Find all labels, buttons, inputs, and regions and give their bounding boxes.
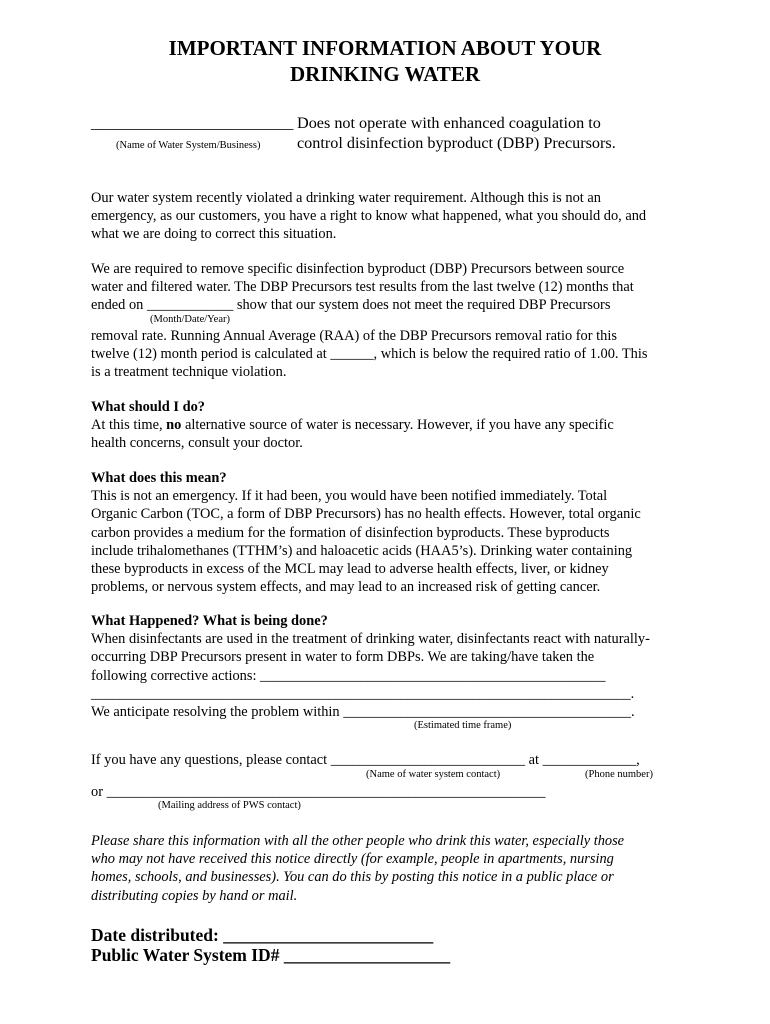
section-heading: What Happened? What is being done?: [91, 613, 328, 629]
section-heading: What does this mean?: [91, 470, 227, 486]
resolution-timeframe-field[interactable]: We anticipate resolving the problem within ________________________________________.: [91, 704, 635, 721]
page-title-line1: IMPORTANT INFORMATION ABOUT YOUR: [168, 36, 602, 60]
page-title-line2: DRINKING WATER: [289, 62, 480, 86]
intro-paragraph: Our water system recently violated a drinking water requirement. Although this is not an emergency, as our customers, you have a right to know what happened, what you should do, and what we are doing to correct this situation.: [91, 190, 647, 243]
what-to-do-section: What should I do? At this time, no alternative source of water is necessary. However, if you have any specific health concerns, consult your doctor.: [91, 398, 691, 453]
phone-caption: (Phone number): [585, 769, 653, 780]
water-system-name-caption: (Name of Water System/Business): [116, 140, 261, 151]
mailing-address-caption: (Mailing address of PWS contact): [158, 800, 301, 811]
corrective-actions-field[interactable]: following corrective actions: ________________________________________________: [91, 667, 606, 684]
statement-line1: Does not operate with enhanced coagulation to: [297, 114, 601, 132]
date-distributed-field[interactable]: Date distributed: ________________________: [91, 925, 434, 945]
corrective-actions-field-2[interactable]: ___________________________________________________________________________.: [91, 685, 635, 702]
meaning-section: What does this mean? This is not an emergency. If it had been, you would have been notified immediately. Total Organic Carbon (TOC, a form of DBP Precursors) has no health effects. However, total organic carbon provides a medium for the formation of disinfection byproducts. These byproducts include trihalomethanes (TTHM’s) and haloacetic acids (HAA5’s). Drinking water containing these byproducts in excess of the MCL may lead to adverse health effects, liver, or kidney problems, or nervous system effects, and may lead to an increased risk of getting cancer.: [91, 469, 691, 596]
mailing-address-field[interactable]: or _____________________________________________________________: [91, 784, 546, 800]
water-system-name-field[interactable]: _________________________: [91, 114, 294, 132]
violation-paragraph-top: We are required to remove specific disinfection byproduct (DBP) Precursors between source water and filtered water. The DBP Precursors test results from the last twelve (12) months that ended on ____________ show that our system does not meet the required DBP Precursors: [91, 260, 691, 315]
end-date-caption: (Month/Date/Year): [150, 314, 231, 325]
contact-name-caption: (Name of water system contact): [366, 769, 501, 780]
timeframe-caption: (Estimated time frame): [414, 720, 512, 731]
section-heading: What should I do?: [91, 399, 205, 415]
share-paragraph: Please share this information with all the other people who drink this water, especially those who may not have received this notice directly (for example, people in apartments, nursing homes, schools, and businesses). You can do this by posting this notice in a public place or distributing copies by hand or mail.: [91, 833, 625, 904]
contact-line[interactable]: If you have any questions, please contact ___________________________ at _____________,: [91, 752, 640, 768]
statement-line2: control disinfection byproduct (DBP) Precursors.: [297, 134, 616, 152]
happened-section: What Happened? What is being done? When disinfectants are used in the treatment of drinking water, disinfectants react with naturally- occurring DBP Precursors present in water to form DBPs. We are taking/have taken the following corrective actions: ________________________________________________ ___________________________________________________________________________. We anticipate resolving the problem within ________________________________________.: [91, 612, 691, 721]
violation-paragraph-bottom: removal rate. Running Annual Average (RAA) of the DBP Precursors removal ratio for this twelve (12) month period is calculated at ______, which is below the required ratio of 1.00. This is a treatment technique violation.: [91, 327, 691, 382]
raa-value-field[interactable]: twelve (12) month period is calculated at ______, which is below the required ratio of 1.00. This: [91, 346, 648, 363]
end-date-field[interactable]: ended on ____________ show that our system does not meet the required DBP Precursors: [91, 297, 611, 314]
pws-id-field[interactable]: Public Water System ID# ___________________: [91, 945, 451, 965]
